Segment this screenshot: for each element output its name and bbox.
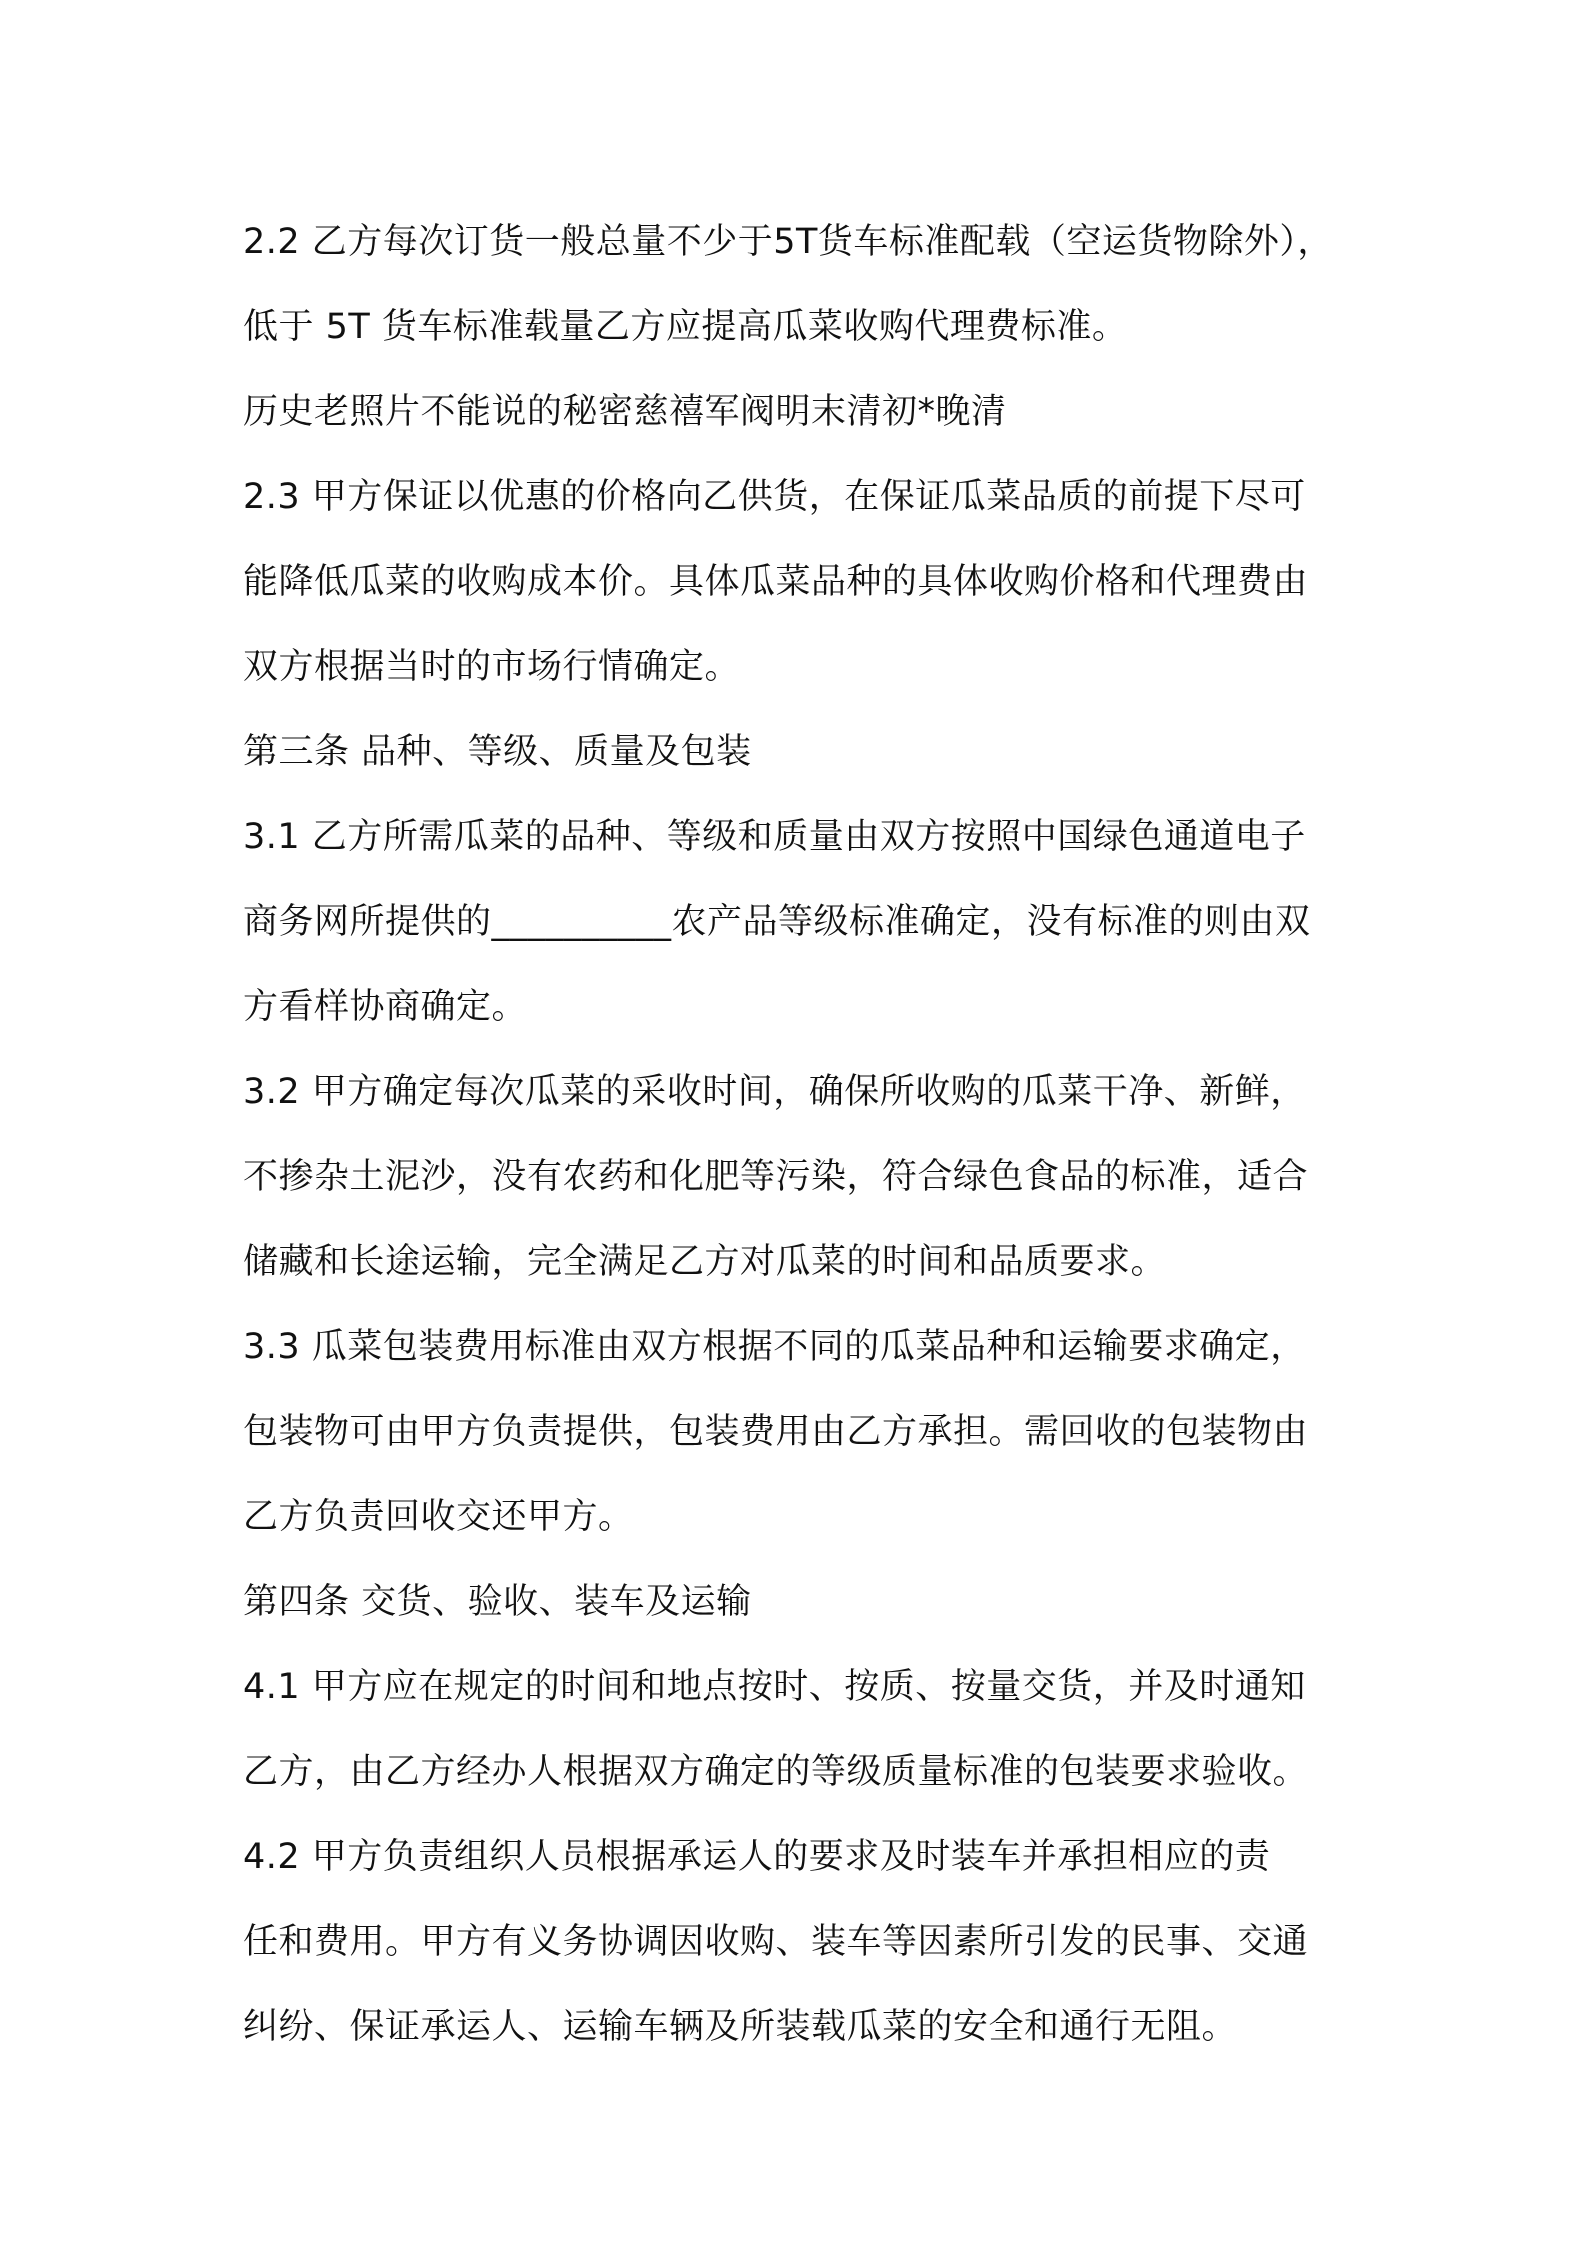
text-line: 双方根据当时的市场行情确定。 <box>243 647 741 687</box>
text-line: 低于 5T 货车标准载量乙方应提高瓜菜收购代理费标准。 <box>243 307 1128 347</box>
text-line: 3.1 乙方所需瓜菜的品种、等级和质量由双方按照中国绿色通道电子 <box>243 817 1306 857</box>
text-line: 历史老照片不能说的秘密慈禧军阀明末清初*晚清 <box>243 392 1007 432</box>
text-line: 纠纷、保证承运人、运输车辆及所装载瓜菜的安全和通行无阻。 <box>243 2007 1238 2047</box>
section-heading: 第四条 交货、验收、装车及运输 <box>243 1582 752 1622</box>
text-line: 2.2 乙方每次订货一般总量不少于5T货车标准配载（空运货物除外）， <box>243 222 1333 262</box>
text-line: 4.2 甲方负责组织人员根据承运人的要求及时装车并承担相应的责 <box>243 1837 1271 1877</box>
text-line: 2.3 甲方保证以优惠的价格向乙供货，在保证瓜菜品质的前提下尽可 <box>243 477 1306 517</box>
section-heading: 第三条 品种、等级、质量及包装 <box>243 732 752 772</box>
text-line: 不掺杂土泥沙，没有农药和化肥等污染，符合绿色食品的标准，适合 <box>243 1157 1309 1197</box>
text-line: 商务网所提供的__________农产品等级标准确定，没有标准的则由双 <box>243 902 1311 942</box>
document-body <box>243 200 1383 2070</box>
text-line: 3.3 瓜菜包装费用标准由双方根据不同的瓜菜品种和运输要求确定， <box>243 1327 1306 1367</box>
text-line: 乙方，由乙方经办人根据双方确定的等级质量标准的包装要求验收。 <box>243 1752 1309 1792</box>
text-line: 4.1 甲方应在规定的时间和地点按时、按质、按量交货，并及时通知 <box>243 1667 1306 1707</box>
text-line: 乙方负责回收交还甲方。 <box>243 1497 634 1537</box>
text-line: 能降低瓜菜的收购成本价。具体瓜菜品种的具体收购价格和代理费由 <box>243 562 1309 602</box>
text-line: 任和费用。甲方有义务协调因收购、装车等因素所引发的民事、交通 <box>243 1922 1309 1962</box>
text-line: 储藏和长途运输，完全满足乙方对瓜菜的时间和品质要求。 <box>243 1242 1167 1282</box>
text-line: 3.2 甲方确定每次瓜菜的采收时间，确保所收购的瓜菜干净、新鲜， <box>243 1072 1306 1112</box>
text-line: 方看样协商确定。 <box>243 987 528 1027</box>
text-line: 包装物可由甲方负责提供，包装费用由乙方承担。需回收的包装物由 <box>243 1412 1309 1452</box>
